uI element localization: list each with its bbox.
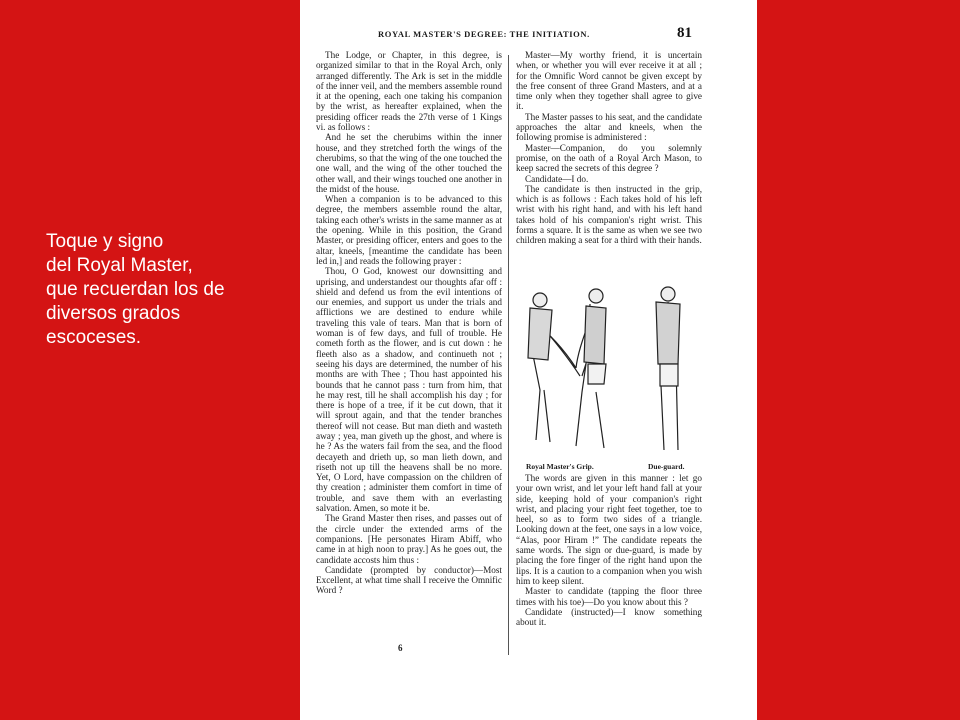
paragraph: The Lodge, or Chapter, in this degree, is organized similar to that in the Royal Arch, only arranged differently. The Ark is set in the middle of the inner veil, and the members assemble round it at the opening, each one taking his companion by the wrist, as hereafter explained, when the presiding officer reads the 27th verse of 1 Kings vi. as follows : bbox=[316, 50, 502, 133]
running-head bbox=[348, 25, 712, 45]
paragraph: The Grand Master then rises, and passes out of the circle under the extended arms of the companions. [He personates Hiram Abiff, who came in at high noon to pray.] As he goes out, the candidate accosts him thus : bbox=[316, 513, 502, 565]
slide-caption bbox=[46, 230, 296, 350]
paragraph: Thou, O God, knowest our downsitting and uprising, and understandest our thoughts afar off : shield and defend us from the evil intentions of our enemies, and support us under the trials and afflictions we are destined to endure while traveling this vale of tears. Man that is born of woman is of few days, and full of trouble. He cometh forth as the flower, and is cut down : he fleeth also as a shadow, and continueth not ; seeing his days are determined, the number of his months are with Thee ; Thou hast appointed his bounds that he cannot pass : turn from him, that he may rest, till he shall accomplish his day ; for there is hope of a tree, if it be cut down, that it will sprout again, and that the tender branches thereof will not cease. But man dieth and wasteth away ; yea, man giveth up the ghost, and where is he ? As the waters fail from the sea, and the flood decayeth and drieth up, so man lieth down, and riseth not up till the heavens shall be no more. Yet, O Lord, have compassion on the children of thy creation ; administer them comfort in time of trouble, and save them with an everlasting salvation. Amen, so mote it be. bbox=[316, 266, 502, 514]
grip-figure-middle bbox=[576, 289, 606, 448]
due-guard-caption: Due-guard. bbox=[648, 462, 685, 471]
left-column bbox=[316, 50, 502, 596]
paragraph: Master—Companion, do you solemnly promise, on the oath of a Royal Arch Mason, to keep sacred the secrets of this degree ? bbox=[516, 142, 702, 174]
caption-line: diversos grados bbox=[46, 303, 181, 324]
caption-line: escoceses. bbox=[46, 327, 142, 348]
paragraph: Candidate (instructed)—I know something about it. bbox=[516, 606, 702, 628]
paragraph: The words are given in this manner : let go your own wrist, and let your left hand fall at your side, keeping hold of your companion's right wrist, and placing your right feet together, toe to heel, so as to form two sides of a triangle. Looking down at the feet, one says in a low voice, “Alas, poor Hiram !” The candidate repeats the same words. The sign or due-guard, is made by placing the fore finger of the right hand upon the lips. It is a caution to a companion when you wish him to keep silent. bbox=[516, 473, 702, 586]
paragraph: The Master passes to his seat, and the candidate approaches the altar and kneels, when the following promise is administered : bbox=[516, 111, 702, 143]
right-column-bottom bbox=[516, 473, 702, 627]
paragraph: Candidate—I do. bbox=[525, 173, 589, 184]
caption-line: del Royal Master, bbox=[46, 255, 193, 276]
grip-caption: Royal Master's Grip. bbox=[526, 462, 594, 471]
paragraph: Master—My worthy friend, it is uncertain when, or whether you will ever receive it at all ; for the Omnific Word cannot be given except by the free consent of three Grand Masters, and at a time only when they together shall agree to give it. bbox=[516, 50, 702, 112]
caption-line: Toque y signo bbox=[46, 231, 164, 252]
column-divider bbox=[508, 55, 509, 655]
paragraph: Master to candidate (tapping the floor three times with his toe)—Do you know about this ? bbox=[516, 586, 702, 607]
paragraph: And he set the cherubims within the inner house, and they stretched forth the wings of the cherubims, so that the wing of the one touched the one wall, and the wing of the other touched the other wall, and their wings touched one another in the midst of the house. bbox=[316, 132, 502, 194]
paragraph: When a companion is to be advanced to this degree, the members assemble round the altar, taking each other's wrists in the same manner as at the opening. While in this position, the Grand Master, or presiding officer, enters and goes to the altar, kneels, [meantime the candidate has been led in,] and reads the following prayer : bbox=[316, 194, 502, 266]
paragraph: The candidate is then instructed in the grip, which is as follows : Each takes hold of his left wrist with his right hand, and with his left hand takes hold of his companion's right wrist. This forms a square. It is the same as when we see two children making a seat for a third with their hands. bbox=[516, 183, 702, 246]
right-column-top bbox=[516, 50, 702, 246]
page-number: 81 bbox=[677, 25, 692, 41]
caption-line: que recuerdan los de bbox=[46, 279, 225, 300]
paragraph: Candidate (prompted by conductor)—Most Excellent, at what time shall I receive the Omnific Word ? bbox=[316, 564, 502, 596]
scanned-book-page bbox=[300, 0, 757, 720]
footer-mark: 6 bbox=[398, 643, 403, 653]
running-head-title: ROYAL MASTER'S DEGREE: THE INITIATION. bbox=[378, 29, 590, 39]
due-guard-figure bbox=[656, 287, 680, 450]
grip-figure-left bbox=[528, 293, 580, 442]
engraving-illustration bbox=[518, 280, 706, 458]
